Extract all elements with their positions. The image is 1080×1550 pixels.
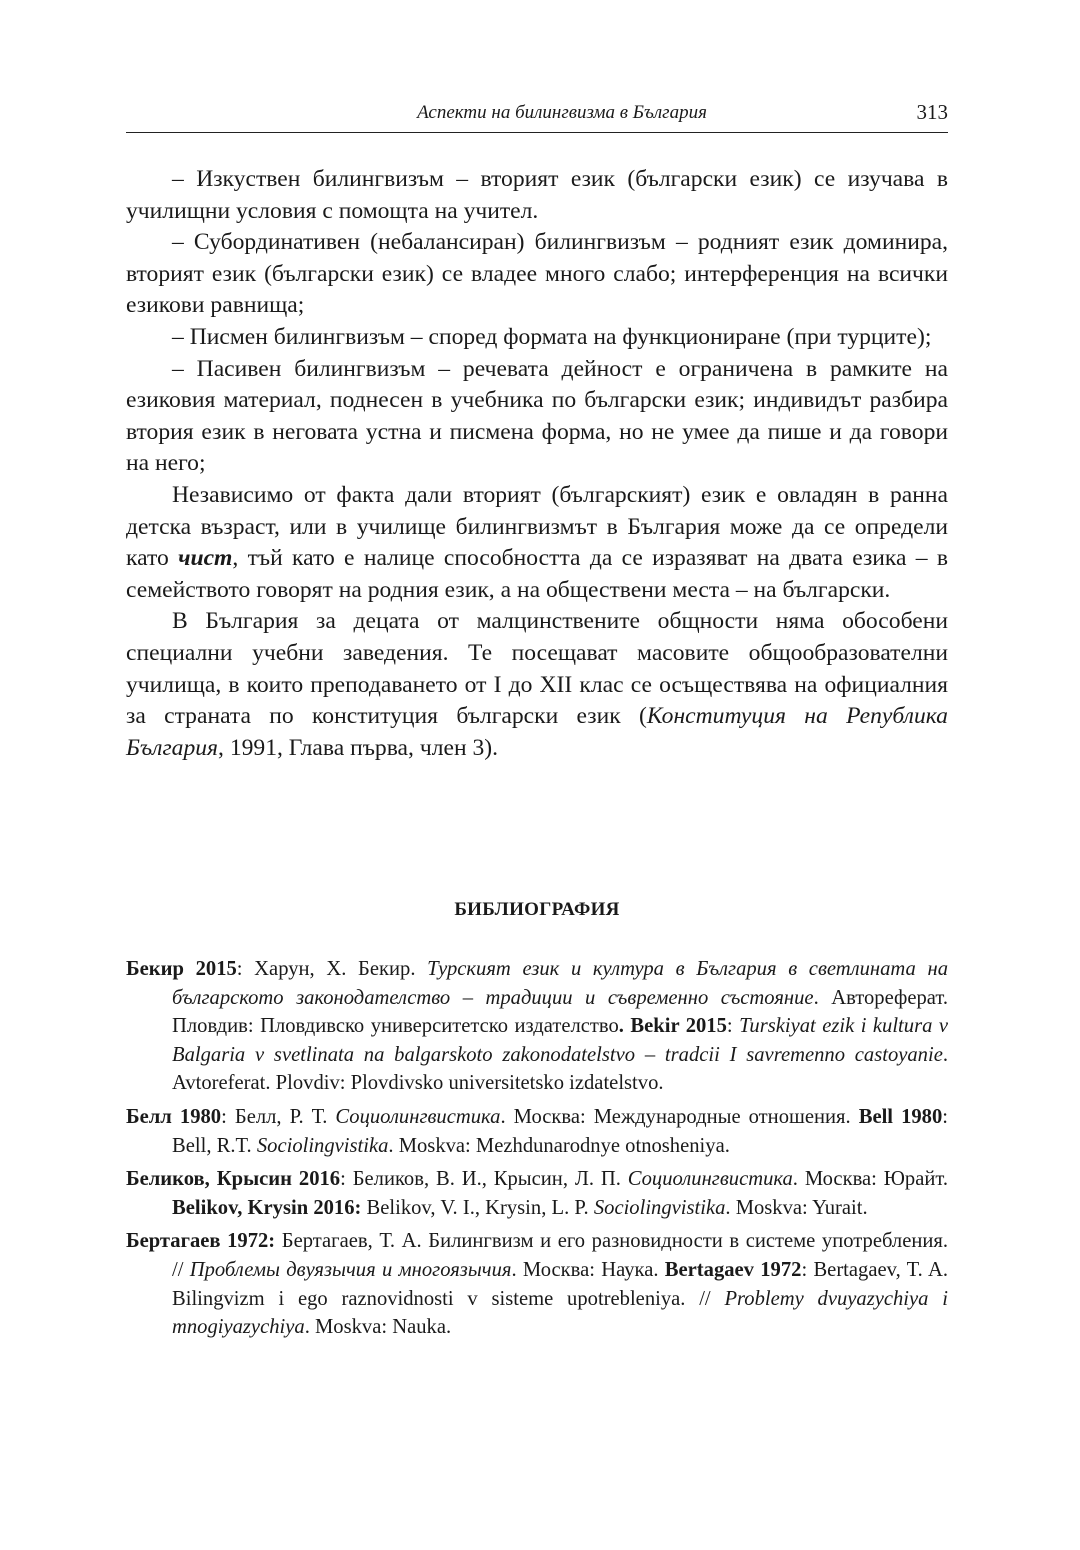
entry-key: Бертагаев 1972: <box>126 1230 276 1253</box>
entry-key: Белл 1980 <box>126 1105 222 1128</box>
entry-text: . Автореферат. Пловдив: Пловдивско университетско издателство <box>172 986 948 1038</box>
paragraph-minority-schools <box>126 606 948 764</box>
entry-key-transliterated: . Bekir 2015 <box>618 1015 727 1038</box>
entry-text: : <box>726 1015 740 1038</box>
entry-key-transliterated: Belikov, Krysin 2016: <box>172 1196 362 1219</box>
entry-text: : Bertagaev, T. A. Bilingvizm i ego raznovidnosti v sisteme upotrebleniya. // <box>172 1258 948 1310</box>
entry-title: Социолингвистика <box>627 1168 793 1191</box>
entry-text: . Moskva: Nauka. <box>304 1316 452 1339</box>
entry-text: . Москва: Международные отношения. <box>500 1105 859 1128</box>
running-header <box>126 100 948 133</box>
entry-text: . Moskva: Yurait. <box>725 1196 868 1219</box>
entry-text: . Москва: Юрайт. <box>792 1168 948 1191</box>
bibliography-entry <box>126 1227 948 1341</box>
bibliography-list <box>126 955 948 1347</box>
entry-title-transliterated: Problemy dvuyazychiya i mnogiyazychiya <box>172 1287 948 1339</box>
running-title: Аспекти на билингвизма в България <box>417 102 707 123</box>
paragraph-artificial-bilingualism: – Изкуствен билингвизъм – вторият език (български език) се изучава в училищни условия с помощта на учител. <box>126 166 948 224</box>
entry-text: . Avtoreferat. Plovdiv: Plovdivsko universitetsko izdatelstvo. <box>172 1043 948 1095</box>
paragraph-passive-bilingualism: – Пасивен билингвизъм – речевата дейност е ограничена в рамките на езиковия материал, поднесен в учебника по български език; индивидът разбира втория език в неговата устна и писмена форма, но не умее да пише и да говори на него; <box>126 355 948 477</box>
entry-text: : Беликов, В. И., Крысин, Л. П. <box>340 1168 628 1191</box>
paragraph-text: , 1991, Глава първа, член 3). <box>218 734 499 761</box>
entry-text: Бертагаев, Т. А. Билингвизм и его разновидности в системе употребления. // <box>172 1230 948 1281</box>
entry-title: Социолингвистика <box>335 1105 501 1128</box>
paragraph-text: , тъй като е налице способността да се изразяват на двата езика – в семейството говорят на родния език, а на обществени места – на български. <box>126 545 948 603</box>
entry-text: : Харун, Х. Бекир. <box>236 958 428 980</box>
entry-title: Турският език и култура в България в светлината на българското законодателство – традиции и съвременно състояние <box>172 958 949 1009</box>
paragraph-subordinative-bilingualism: – Субординативен (небалансиран) билингвизъм – родният език доминира, вторият език (български език) се владее много слабо; интерференция на всички езикови равнища; <box>126 229 948 319</box>
entry-text: : Bell, R.T. <box>172 1105 948 1157</box>
entry-title-transliterated: Sociolingvistika <box>593 1196 726 1219</box>
entry-title-transliterated: Sociolingvistika <box>256 1134 389 1157</box>
bibliography-entry <box>126 955 948 1098</box>
citation-title: Конституция на Република България <box>126 703 948 761</box>
entry-key: Беликов, Крысин 2016 <box>126 1168 341 1191</box>
body-text <box>126 164 948 764</box>
entry-key-transliterated: Bell 1980 <box>858 1105 943 1128</box>
entry-text: . Moskva: Mezhdunarodnye otnosheniya. <box>388 1134 730 1157</box>
paragraph-pure-bilingualism <box>126 480 948 606</box>
entry-text: . Москва: Наука. <box>511 1258 665 1281</box>
entry-key-transliterated: Bertagaev 1972 <box>664 1258 802 1281</box>
bibliography-entry <box>126 1165 948 1222</box>
paragraph-written-bilingualism: – Писмен билингвизъм – според формата на функциониране (при турците); <box>172 323 932 350</box>
bibliography-entry <box>126 1103 948 1160</box>
paragraph-text: Независимо от факта дали вторият (българският) език е овладян в ранна детска възраст, или в училище билингвизмът в България може да се определи като <box>126 481 948 572</box>
paragraph-text: В България за децата от малцинствените общности няма обособени специални учебни заведения. Те посещават масовите общообразователни училища, в които преподаването от I до XII клас се осъществява на официалния за страната по конституция български език ( <box>126 608 948 730</box>
entry-title-transliterated: Turskiyat ezik i kultura v Balgaria v svetlinata na balgarskoto zakonodatelstvo – tradcii I savremenno castoyanie <box>172 1015 948 1066</box>
page-number: 313 <box>916 100 948 124</box>
entry-text: Belikov, V. I., Krysin, L. P. <box>361 1196 594 1219</box>
entry-title: Проблемы двуязычия и многоязычия <box>189 1258 512 1281</box>
bibliography-heading: БИБЛИОГРАФИЯ <box>454 899 620 920</box>
entry-text: : Белл, Р. Т. <box>221 1105 336 1128</box>
emphasis-term: чист <box>178 545 233 572</box>
entry-key: Бекир 2015 <box>126 958 237 980</box>
